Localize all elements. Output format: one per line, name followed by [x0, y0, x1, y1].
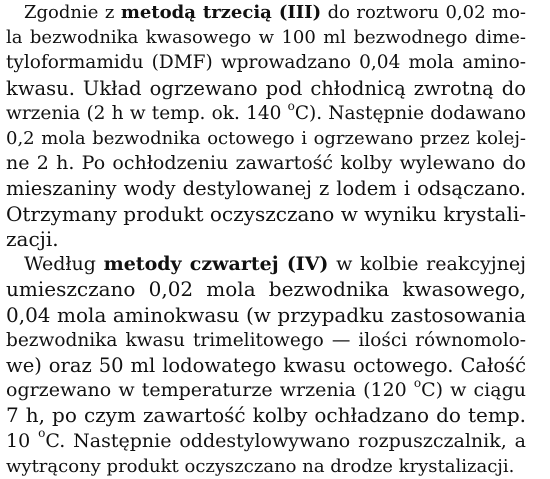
text-span: Zgodnie z — [24, 2, 121, 23]
degree-superscript: o — [413, 378, 422, 390]
text-span: ogrzewano w temperaturze wrzenia (120 — [6, 379, 414, 402]
text-span: mieszaniny wody destylowanej z lodem i odsączano. — [6, 177, 526, 201]
paragraph-2-line-1 — [24, 252, 526, 277]
paragraph-1-line-10 — [6, 227, 526, 252]
text-span: wytrącony produkt oczyszczano na drodze krystalizacji. — [6, 455, 515, 477]
text-span: bezwodnika kwasu trimelitowego — ilości równomolo- — [6, 329, 526, 351]
degree-superscript: o — [287, 100, 295, 113]
paragraph-2-line-6 — [6, 378, 526, 403]
text-span: 7 h, po czym zawartość kolby ochładzano do temp. — [6, 403, 526, 428]
text-span: umieszczano 0,02 mola bezwodnika kwasowego, — [6, 277, 526, 302]
paragraph-2-line-9 — [6, 454, 526, 479]
paragraph-1-line-2 — [6, 25, 526, 50]
method-three-name: metodą trzecią (III) — [120, 2, 322, 23]
degree-superscript: o — [38, 428, 46, 441]
paragraph-2-line-2 — [6, 277, 526, 302]
text-span: kwasu. Układ ogrzewano pod chłodnicą zwrotną do — [6, 76, 526, 100]
text-span: zacji. — [6, 226, 59, 251]
paragraph-1-line-8 — [6, 176, 526, 201]
text-span: 0,2 mola bezwodnika octowego i ogrzewano przez kolej- — [6, 128, 526, 150]
text-span: la bezwodnika kwasowego w 100 ml bezwodnego dime- — [6, 27, 526, 49]
paragraph-2-line-4 — [6, 328, 526, 353]
paragraph-2-line-3 — [6, 303, 526, 328]
text-span: w kolbie reakcyjnej — [328, 253, 526, 276]
paragraph-2-line-8 — [6, 429, 526, 454]
paragraph-1-line-4 — [6, 76, 526, 101]
paragraph-1-line-6 — [6, 126, 526, 151]
text-span: C. Następnie oddestylowywano rozpuszczalnik, a — [45, 429, 526, 452]
paragraph-1-line-7 — [6, 151, 526, 176]
text-span: Otrzymany produkt oczyszczano w wyniku krystali- — [6, 201, 526, 226]
method-four-name: metody czwartej (IV) — [103, 253, 329, 276]
text-span: 0,04 mola aminokwasu (w przypadku zastosowania — [6, 302, 526, 327]
text-span: we) oraz 50 ml lodowatego kwasu octowego. Całość — [6, 353, 526, 377]
paragraph-1-line-5 — [6, 101, 526, 126]
paragraph-1-line-1 — [24, 0, 526, 25]
paragraph-2-line-7 — [6, 403, 526, 428]
text-span: 10 — [6, 429, 39, 452]
text-span: Według — [24, 253, 104, 276]
text-span: wrzenia (2 h w temp. ok. 140 — [6, 102, 288, 124]
text-span: C). Następnie dodawano — [294, 102, 526, 124]
text-span: do roztworu 0,02 mo- — [321, 2, 526, 23]
paragraph-1-line-9 — [6, 202, 526, 227]
text-span: tyloformamidu (DMF) wprowadzano 0,04 mola amino- — [6, 52, 526, 74]
paragraph-1-line-3 — [6, 50, 526, 75]
paragraph-2-line-5 — [6, 353, 526, 378]
text-span: ne 2 h. Po ochłodzeniu zawartość kolby wylewano do — [6, 152, 526, 175]
text-span: C) w ciągu — [421, 379, 526, 402]
